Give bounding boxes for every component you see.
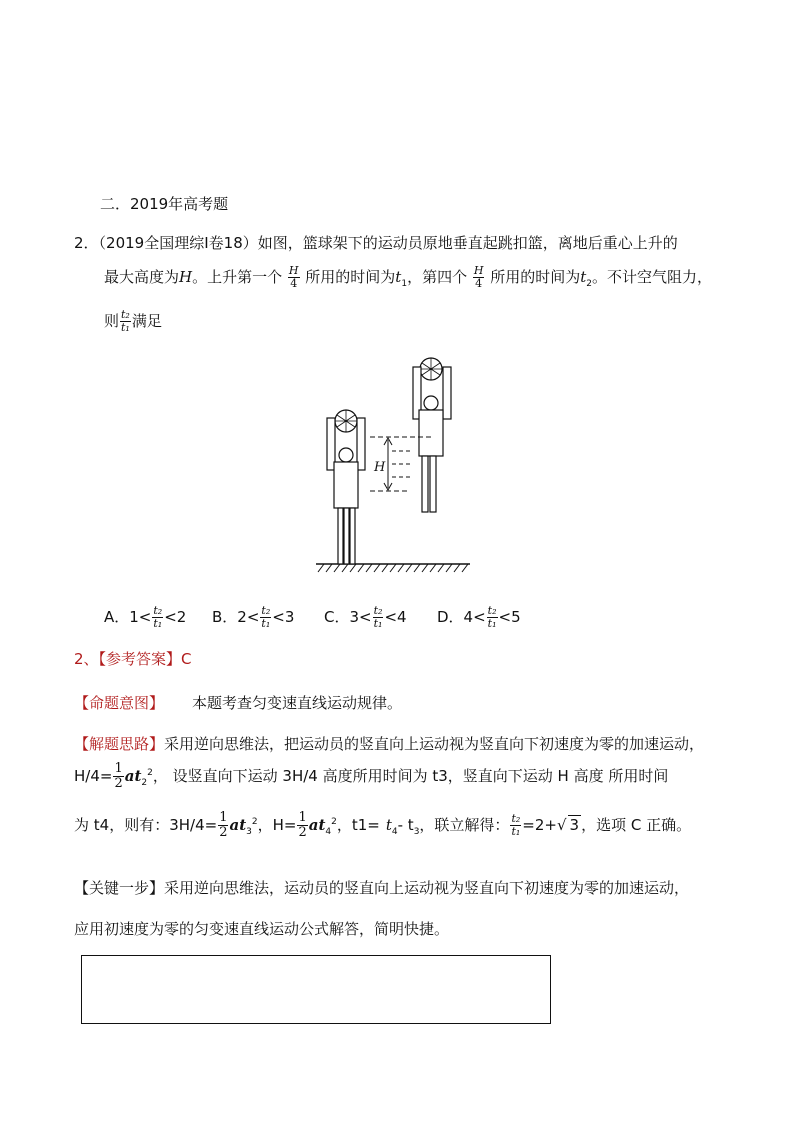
option-label: C．3< — [324, 608, 372, 626]
formula-at: at — [229, 816, 247, 834]
option-upper: <2 — [164, 608, 187, 626]
intent-text: 本题考查匀变速直线运动规律。 — [192, 694, 403, 712]
frac-num: t₂ — [511, 812, 521, 825]
key-step-line-1 — [74, 877, 689, 898]
option-c — [324, 605, 407, 630]
option-upper: <5 — [498, 608, 521, 626]
question-line-1 — [74, 232, 678, 253]
fraction-t2-over-t1 — [510, 813, 521, 838]
formula-at: at — [124, 767, 142, 785]
fraction-t2-over-t1 — [487, 605, 498, 630]
question-text-1: 如图，篮球架下的运动员原地垂直起跳扣篮，离地后重心上升的 — [257, 234, 678, 252]
text-segment: ， 设竖直向下运动 3H/4 高度所用时间为 t3，竖直向下运动 H 高度 所用时间 — [152, 767, 669, 785]
text-segment: 为 t4，则有：3H/4= — [74, 816, 218, 834]
option-label: A．1< — [104, 608, 152, 626]
frac-num: H — [288, 264, 299, 277]
analysis-line-3 — [74, 811, 691, 840]
text-segment: 则 — [104, 312, 120, 330]
athlete-standing — [327, 410, 365, 564]
section-title: 二．2019年高考题 — [100, 195, 229, 213]
frac-num: 1 — [114, 761, 123, 776]
text-segment: =2+ — [522, 816, 557, 834]
question-line-2 — [104, 265, 712, 290]
frac-den: t₁ — [373, 617, 383, 630]
text-segment: - t — [397, 816, 414, 834]
intent-line — [74, 692, 402, 713]
fraction-t2-over-t1 — [152, 605, 163, 630]
frac-num: t₂ — [261, 604, 271, 617]
option-a — [104, 605, 186, 630]
frac-den: 2 — [219, 825, 228, 840]
fraction-half — [297, 811, 307, 840]
option-label: B．2< — [212, 608, 260, 626]
text-segment: 所用的时间为 — [305, 268, 396, 286]
intent-label: 【命题意图】 — [74, 694, 165, 712]
var-t1: t — [395, 268, 402, 286]
text-segment: 最大高度为 — [104, 268, 180, 286]
sub: 3 — [413, 827, 420, 837]
frac-num: H — [473, 264, 484, 277]
frac-num: 1 — [219, 810, 228, 825]
option-b — [212, 605, 294, 630]
frac-den: 4 — [475, 277, 483, 290]
frac-den: t₁ — [487, 617, 497, 630]
analysis-line-1 — [74, 733, 704, 754]
empty-answer-box — [81, 955, 551, 1024]
frac-den: 4 — [290, 277, 298, 290]
sub: 4 — [391, 827, 398, 837]
sub-2: 2 — [586, 279, 593, 289]
sub: 3 — [246, 827, 252, 837]
fraction-half — [113, 762, 123, 791]
text-segment: ，联立解得： — [419, 816, 510, 834]
fraction-t2-over-t1 — [373, 605, 384, 630]
analysis-line-2 — [74, 762, 668, 791]
fraction-t2-over-t1 — [120, 309, 131, 334]
fraction-t2-over-t1 — [260, 605, 271, 630]
key-step-label: 【关键一步】 — [74, 879, 165, 897]
text-segment: ，t1= — [336, 816, 380, 834]
analysis-text: 采用逆向思维法，把运动员的竖直向上运动视为竖直向下初速度为零的加速运动， — [164, 735, 705, 753]
frac-den: 2 — [114, 776, 123, 791]
text-segment: ，H= — [257, 816, 297, 834]
option-d — [437, 605, 521, 630]
frac-den: t₁ — [153, 617, 163, 630]
formula-at: at — [308, 816, 326, 834]
var-t2: t — [580, 268, 587, 286]
text-segment: ，选项 C 正确。 — [581, 816, 692, 834]
sup: 2 — [147, 768, 153, 778]
text-segment: 。上升第一个 — [192, 268, 283, 286]
ground — [316, 564, 470, 572]
sup: 2 — [331, 817, 337, 827]
frac-den: t₁ — [261, 617, 271, 630]
sub-1: 1 — [401, 279, 408, 289]
frac-num: 1 — [298, 810, 307, 825]
text-segment: 所用的时间为 — [490, 268, 581, 286]
question-number: 2． — [74, 234, 99, 252]
option-upper: <4 — [384, 608, 407, 626]
key-step-text: 采用逆向思维法，运动员的竖直向上运动视为竖直向下初速度为零的加速运动， — [164, 879, 690, 897]
frac-den: t₁ — [121, 321, 130, 334]
var-t: t — [385, 816, 392, 834]
fraction-H-over-4-b — [473, 265, 485, 290]
label-H: H — [374, 460, 386, 475]
sqrt-value: 3 — [569, 816, 580, 834]
question-source: （2019全国理综Ⅰ卷18） — [98, 234, 258, 252]
var-H: H — [179, 268, 193, 286]
basketball-jump-figure — [310, 350, 480, 578]
analysis-label: 【解题思路】 — [74, 735, 165, 753]
text-segment: ，第四个 — [407, 268, 468, 286]
athlete-jumping — [413, 358, 451, 512]
sup: 2 — [251, 817, 258, 827]
text-segment: 。不计空气阻力， — [592, 268, 713, 286]
sqrt-sign: √ — [556, 816, 567, 834]
fraction-H-over-4 — [288, 265, 300, 290]
sub: 4 — [325, 827, 332, 837]
fraction-half — [218, 811, 228, 840]
text-segment: 满足 — [131, 312, 162, 330]
answer-label: 2、【参考答案】C — [74, 650, 192, 668]
text-segment: H/4= — [74, 767, 113, 785]
key-step-line-2: 应用初速度为零的匀变速直线运动公式解答，简明快捷。 — [74, 920, 450, 938]
frac-num: t₂ — [153, 604, 163, 617]
option-upper: <3 — [272, 608, 295, 626]
question-line-3 — [104, 309, 162, 334]
sub: 2 — [141, 778, 148, 788]
frac-num: t₂ — [373, 604, 383, 617]
frac-num: t₂ — [487, 604, 497, 617]
frac-num: t₂ — [121, 308, 130, 321]
option-label: D．4< — [437, 608, 486, 626]
frac-den: t₁ — [511, 825, 521, 838]
frac-den: 2 — [298, 825, 307, 840]
